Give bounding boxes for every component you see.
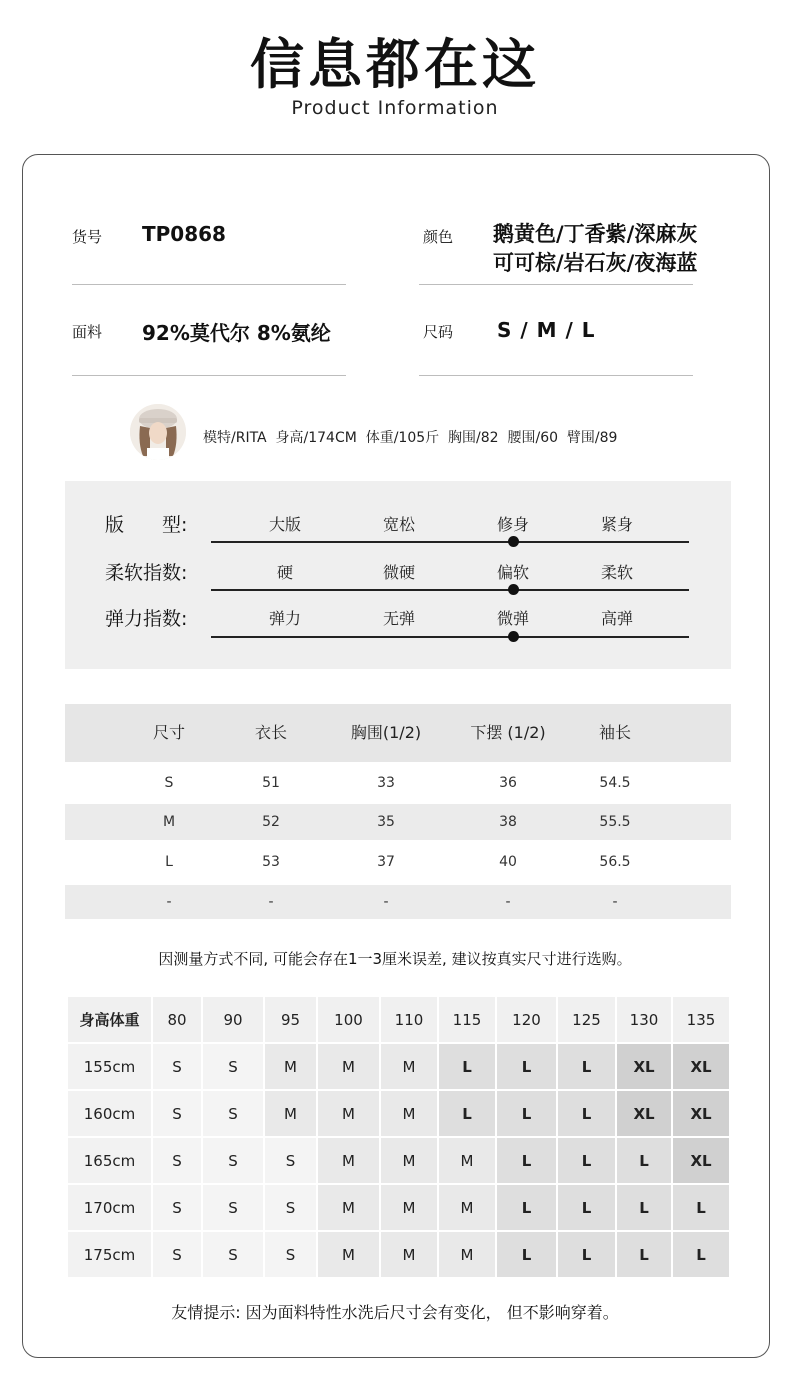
column-header: 下摆 (1/2)	[470, 723, 546, 742]
size-cell: L	[558, 1044, 615, 1089]
height-label: 160cm	[68, 1091, 151, 1136]
table-cell: -	[166, 894, 172, 910]
weight-header: 130	[617, 997, 671, 1042]
size-cell: S	[265, 1185, 316, 1230]
weight-header: 135	[673, 997, 729, 1042]
table-cell: -	[505, 894, 511, 910]
size-label: 尺码	[423, 323, 454, 341]
fit-scale-line	[211, 636, 689, 638]
fit-option: 微弹	[496, 609, 529, 628]
size-cell: L	[439, 1044, 495, 1089]
fit-indicator-panel	[65, 481, 731, 669]
size-cell: S	[153, 1232, 201, 1277]
table-cell: 54.5	[599, 775, 631, 791]
model-avatar	[130, 404, 186, 460]
size-cell: S	[203, 1185, 263, 1230]
weight-header: 100	[318, 997, 379, 1042]
size-cell: L	[558, 1138, 615, 1183]
page-title: 信息都在这	[250, 33, 540, 96]
table-row	[65, 804, 731, 840]
fit-option: 宽松	[382, 515, 415, 534]
item-no-value: TP0868	[142, 222, 226, 246]
table-cell: -	[383, 894, 389, 910]
size-cell: M	[381, 1091, 437, 1136]
table-row	[68, 1232, 729, 1277]
weight-header: 110	[381, 997, 437, 1042]
column-header: 胸围(1/2)	[350, 723, 422, 742]
table-cell: 35	[377, 814, 395, 830]
size-cell: S	[203, 1044, 263, 1089]
care-note: 友情提示: 因为面料特性水洗后尺寸会有变化， 但不影响穿着。	[171, 1303, 619, 1322]
table-row	[65, 840, 731, 885]
fit-option: 硬	[276, 563, 293, 582]
fit-scale-line	[211, 589, 689, 591]
weight-header: 125	[558, 997, 615, 1042]
fit-label-softness: 柔软指数:	[105, 562, 188, 584]
fit-option: 大版	[268, 515, 301, 534]
fit-label-elasticity: 弹力指数:	[105, 608, 188, 630]
measurement-note: 因测量方式不同, 可能会存在1一3厘米误差, 建议按真实尺寸进行选购。	[158, 950, 632, 968]
weight-header: 95	[265, 997, 316, 1042]
size-cell: M	[381, 1138, 437, 1183]
size-cell: M	[381, 1185, 437, 1230]
size-cell: M	[439, 1185, 495, 1230]
corner-header: 身高体重	[68, 997, 151, 1042]
fit-option: 偏软	[496, 563, 529, 582]
size-cell: M	[381, 1044, 437, 1089]
weight-header: 115	[439, 997, 495, 1042]
fit-option: 紧身	[600, 515, 633, 534]
height-label: 175cm	[68, 1232, 151, 1277]
table-cell: 36	[499, 775, 517, 791]
size-cell: XL	[673, 1091, 729, 1136]
size-cell: S	[153, 1044, 201, 1089]
table-cell: 51	[262, 775, 280, 791]
table-cell: 38	[499, 814, 517, 830]
size-cell: L	[497, 1091, 556, 1136]
table-row	[65, 762, 731, 804]
table-cell: -	[268, 894, 274, 910]
model-photo-icon	[130, 404, 186, 460]
weight-header: 120	[497, 997, 556, 1042]
size-cell: L	[617, 1232, 671, 1277]
size-cell: L	[497, 1185, 556, 1230]
model-measurements: 模特/RITA 身高/174CM 体重/105斤 胸围/82 腰围/60 臂围/89	[203, 430, 618, 446]
size-cell: L	[558, 1091, 615, 1136]
fit-option: 高弹	[600, 609, 633, 628]
size-cell: M	[439, 1138, 495, 1183]
table-cell: L	[165, 854, 173, 870]
color-value-line1: 鹅黄色/丁香紫/深麻灰	[493, 222, 698, 246]
size-cell: XL	[673, 1138, 729, 1183]
column-header: 袖长	[598, 723, 631, 742]
fabric-label: 面料	[72, 323, 103, 341]
size-table	[65, 704, 731, 919]
fit-marker-cut	[508, 536, 519, 547]
divider	[419, 375, 693, 376]
fit-marker-elasticity	[508, 631, 519, 642]
size-cell: L	[497, 1232, 556, 1277]
size-cell: L	[558, 1232, 615, 1277]
weight-header: 90	[203, 997, 263, 1042]
size-cell: S	[203, 1091, 263, 1136]
size-cell: L	[673, 1232, 729, 1277]
table-row	[65, 885, 731, 919]
fit-label-cut: 版 型:	[105, 514, 188, 536]
size-cell: L	[558, 1185, 615, 1230]
fit-option: 弹力	[268, 609, 301, 628]
table-cell: 55.5	[599, 814, 631, 830]
height-label: 170cm	[68, 1185, 151, 1230]
size-cell: L	[617, 1138, 671, 1183]
size-cell: M	[318, 1232, 379, 1277]
height-weight-table	[66, 995, 731, 1279]
size-cell: L	[673, 1185, 729, 1230]
size-table-header	[65, 704, 731, 762]
size-cell: XL	[617, 1091, 671, 1136]
size-cell: S	[203, 1232, 263, 1277]
size-cell: S	[265, 1138, 316, 1183]
size-cell: M	[265, 1091, 316, 1136]
table-cell: 53	[262, 854, 280, 870]
height-label: 155cm	[68, 1044, 151, 1089]
size-cell: M	[318, 1185, 379, 1230]
size-cell: L	[497, 1044, 556, 1089]
item-no-label: 货号	[72, 228, 103, 246]
size-cell: S	[153, 1091, 201, 1136]
size-cell: S	[153, 1185, 201, 1230]
size-cell: XL	[617, 1044, 671, 1089]
size-cell: S	[265, 1232, 316, 1277]
fit-scale-line	[211, 541, 689, 543]
column-header: 衣长	[254, 723, 287, 742]
table-row	[68, 1091, 729, 1136]
fit-option: 微硬	[382, 563, 415, 582]
size-cell: S	[203, 1138, 263, 1183]
table-cell: 40	[499, 854, 517, 870]
table-cell: M	[162, 814, 176, 830]
divider	[419, 284, 693, 285]
weight-header: 80	[153, 997, 201, 1042]
page-subtitle: Product Information	[291, 97, 499, 119]
column-header: 尺寸	[152, 723, 185, 742]
size-cell: M	[265, 1044, 316, 1089]
size-cell: XL	[673, 1044, 729, 1089]
height-label: 165cm	[68, 1138, 151, 1183]
size-cell: M	[318, 1138, 379, 1183]
table-cell: 56.5	[599, 854, 631, 870]
size-cell: L	[497, 1138, 556, 1183]
size-cell: M	[439, 1232, 495, 1277]
fit-option: 无弹	[382, 609, 415, 628]
table-row	[68, 1185, 729, 1230]
size-cell: L	[617, 1185, 671, 1230]
table-cell: -	[612, 894, 618, 910]
color-label: 颜色	[423, 228, 454, 246]
divider	[72, 284, 346, 285]
table-cell: S	[164, 775, 174, 791]
table-row	[68, 1138, 729, 1183]
divider	[72, 375, 346, 376]
fit-marker-softness	[508, 584, 519, 595]
table-cell: 33	[377, 775, 395, 791]
size-cell: M	[318, 1044, 379, 1089]
color-value-line2: 可可棕/岩石灰/夜海蓝	[493, 251, 698, 275]
size-value: S / M / L	[497, 318, 595, 342]
table-cell: 37	[377, 854, 395, 870]
size-cell: S	[153, 1138, 201, 1183]
table-row	[68, 997, 729, 1042]
fabric-value: 92%莫代尔 8%氨纶	[142, 321, 331, 345]
table-row	[68, 1044, 729, 1089]
size-cell: L	[439, 1091, 495, 1136]
fit-option: 修身	[496, 515, 529, 534]
size-cell: M	[381, 1232, 437, 1277]
table-cell: 52	[262, 814, 280, 830]
fit-option: 柔软	[600, 563, 633, 582]
size-cell: M	[318, 1091, 379, 1136]
